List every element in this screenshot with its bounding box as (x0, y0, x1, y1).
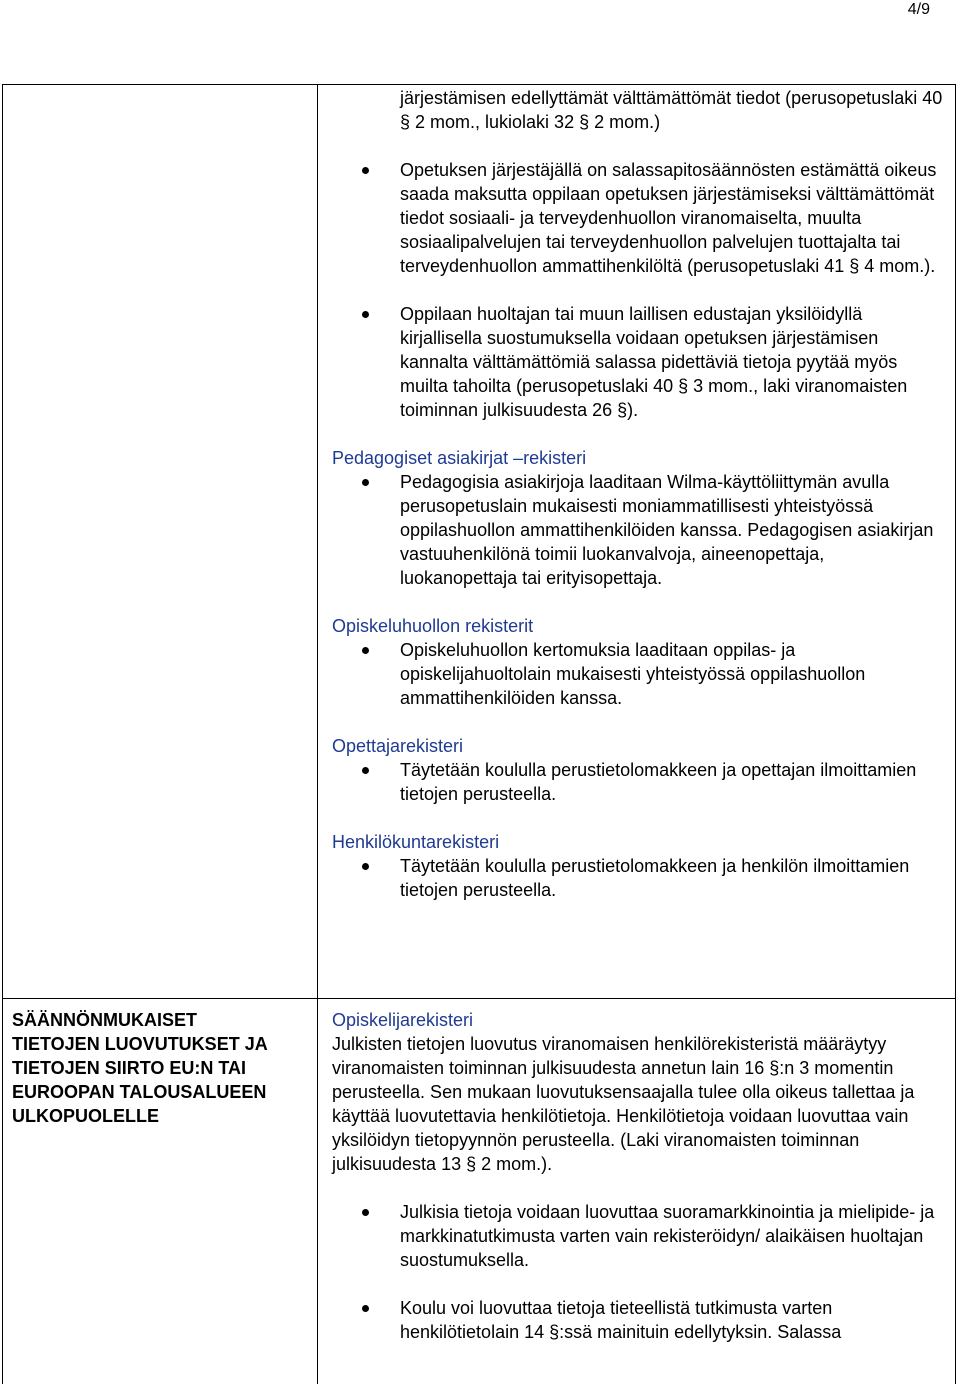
bullet-list (332, 854, 944, 902)
registry-heading: Opettajarekisteri (332, 736, 464, 756)
list-item: Opetuksen järjestäjällä on salassapitosäännösten estämättä oikeus saada maksutta oppilaan opetuksen järjestämiseksi välttämättömät tiedot sosiaali- ja terveydenhuollon viranomaiselta, muulta sosiaalipalvelujen tai terveydenhuollon palvelujen tuottajalta tai terveydenhuollon ammattihenkilöltä (perusopetuslaki 41 § 4 mom.). (332, 158, 944, 278)
list-item: Pedagogisia asiakirjoja laaditaan Wilma-käyttöliittymän avulla perusopetuslain mukaisesti moniammatillisesti yhteistyössä oppilashuollon ammattihenkilöiden kanssa. Pedagogisen asiakirjan vastuuhenkilönä toimii luokanvalvoja, aineenopettaja, luokanopettaja tai erityisopettaja. (332, 470, 944, 590)
continued-paragraph: järjestämisen edellyttämät välttämättömät tiedot (perusopetuslaki 40 § 2 mom., lukiolaki 32 § 2 mom.) (400, 88, 943, 132)
registry-heading: Opiskelijarekisteri (332, 1010, 474, 1030)
bullet-list (332, 1200, 944, 1344)
list-item: Täytetään koululla perustietolomakkeen ja opettajan ilmoittamien tietojen perusteella. (332, 758, 944, 806)
registry-heading: Opiskeluhuollon rekisterit (332, 616, 534, 636)
registry-heading: Henkilökuntarekisteri (332, 832, 500, 852)
column-divider (317, 84, 318, 1384)
list-item: Koulu voi luovuttaa tietoja tieteellistä tutkimusta varten henkilötietolain 14 §:ssä mainituin edellytyksin. Salassa (332, 1296, 944, 1344)
list-item: Julkisia tietoja voidaan luovuttaa suoramarkkinointia ja mielipide- ja markkinatutkimusta varten vain rekisteröidyn/ alaikäisen huoltajan suostumuksella. (332, 1200, 944, 1272)
bullet-list (332, 470, 944, 590)
registry-heading: Pedagogiset asiakirjat –rekisteri (332, 448, 587, 468)
row-divider (2, 998, 956, 999)
list-item: Oppilaan huoltajan tai muun laillisen edustajan yksilöidyllä kirjallisella suostumuksella voidaan opetuksen järjestämisen kannalta välttämättömiä salassa pidettäviä tietoja pyytää myös muilta tahoilta (perusopetuslaki 40 § 3 mom., laki viranomaisten toiminnan julkisuudesta 26 §). (332, 302, 944, 422)
bullet-list (332, 638, 944, 710)
list-item: Täytetään koululla perustietolomakkeen ja henkilön ilmoittamien tietojen perusteella. (332, 854, 944, 902)
transfer-paragraph: Julkisten tietojen luovutus viranomaisen henkilörekisteristä määräytyy viranomaisten toiminnan julkisuudesta annetun lain 16 §:n 3 momentin perusteella. Sen mukaan luovutuksensaajalla tulee olla oikeus tallettaa ja käyttää luovutettavia henkilötietoja. Henkilötietoja voidaan luovuttaa vain yksilöidyn tietopyynnön perusteella. (Laki viranomaisten toiminnan julkisuudesta 13 § 2 mom.). (332, 1034, 915, 1174)
list-item: Opiskeluhuollon kertomuksia laaditaan oppilas- ja opiskelijahuoltolain mukaisesti yhteistyössä oppilashuollon ammattihenkilöiden kanssa. (332, 638, 944, 710)
bullet-list-top (332, 158, 944, 422)
page-number: 4/9 (907, 1, 930, 18)
content-column-lower (332, 1008, 944, 1344)
bullet-list (332, 758, 944, 806)
content-column (332, 86, 944, 902)
section-heading-transfers: SÄÄNNÖNMUKAISET TIETOJEN LUOVUTUKSET JA TIETOJEN SIIRTO EU:N TAI EUROOPAN TALOUSALUEEN ULKOPUOLELLE (12, 1010, 268, 1126)
